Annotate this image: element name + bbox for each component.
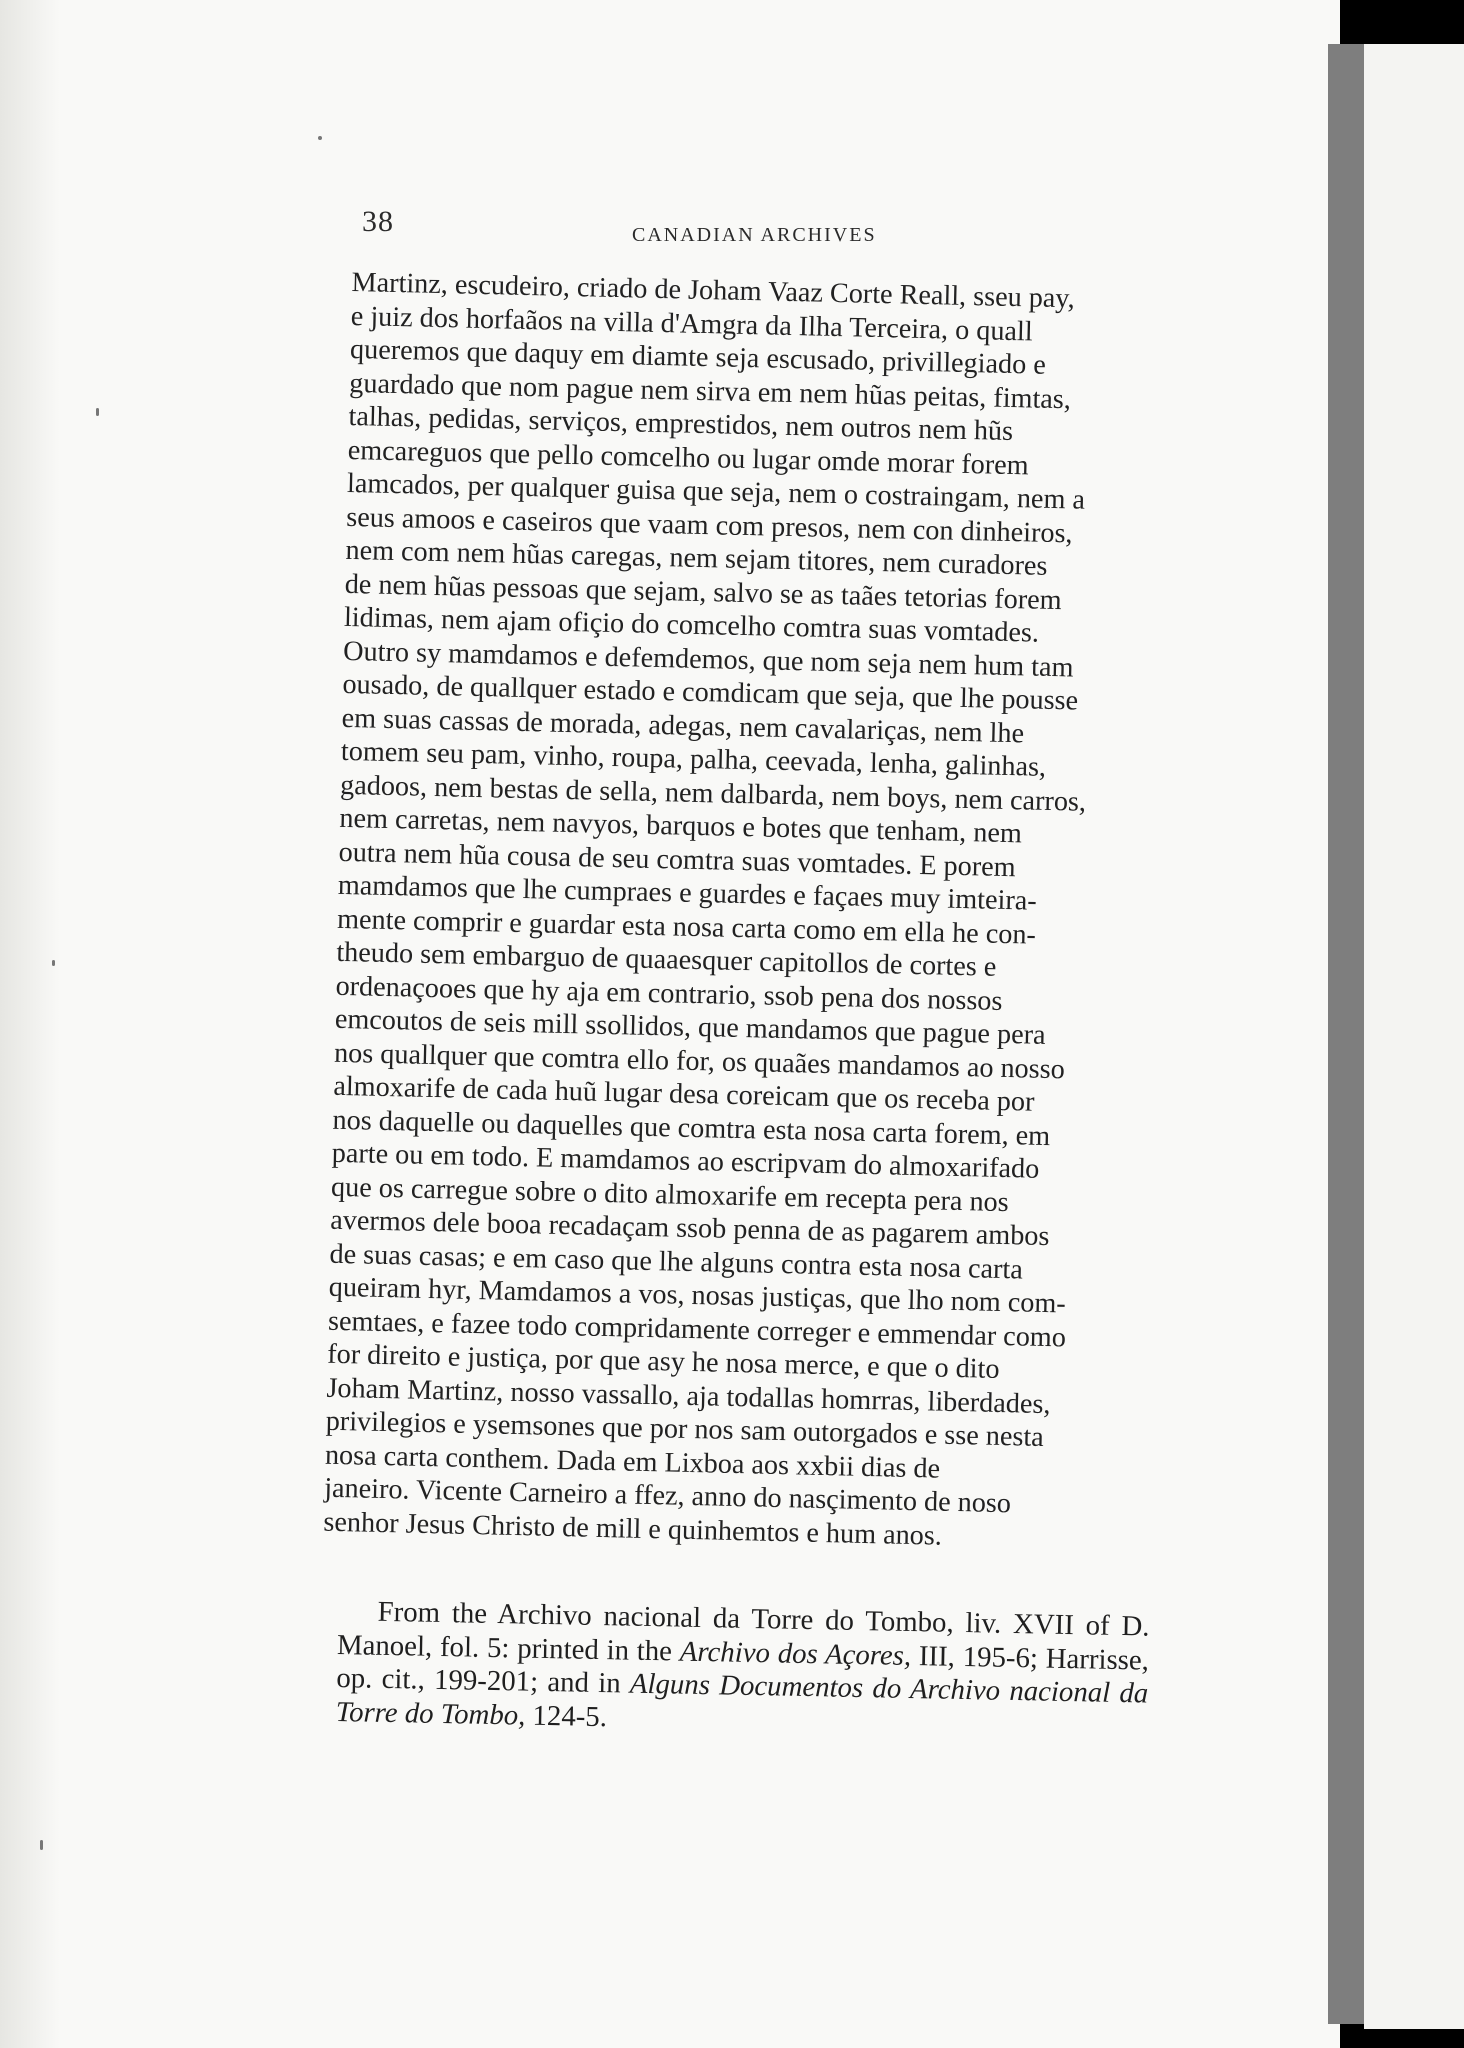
scan-speck (318, 136, 322, 140)
source-note (335, 1595, 1149, 1745)
running-title: CANADIAN ARCHIVES (632, 224, 877, 246)
scan-speck (96, 408, 99, 416)
scan-speck (52, 960, 55, 966)
document-body-text: Martinz, escudeiro, criado de Joham Vaaz Corte Reall, sseu pay, e juiz dos horfaãos na villa d'Amgra da Ilha Terceira, o quall queremos que daquy em diamte seja escusado, privillegiado e guardado que nom pague nem sirva em nem hũas peitas, fimtas, talhas, pedidas, serviços, emprestidos, nem outros nem hũs emcareguos que pello comcelho ou lugar omde morar forem lamcados, per qualquer guisa que seja, nem o costraingam, nem a seus amoos e caseiros que vaam com presos, nem con dinheiros, nem com nem hũas caregas, nem sejam titores, nem curadores de nem hũas pessoas que sejam, salvo se as taães tetorias forem lidimas, nem ajam ofiçio do comcelho comtra suas vomtades. Outro sy mamdamos e defemdemos, que nom seja nem hum tam ousado, de quallquer estado e comdicam que seja, que lhe pousse em suas cassas de morada, adegas, nem cavalariças, nem lhe tomem seu pam, vinho, roupa, palha, ceevada, lenha, galinhas, gadoos, nem bestas de sella, nem dalbarda, nem boys, nem carros, nem carretas, nem navyos, barquos e botes que tenham, nem outra nem hũa cousa de seu comtra suas vomtades. E porem mamdamos que lhe cumpraes e guardes e façaes muy imteira- mente comprir e guardar esta nosa carta como em ella he con- theudo sem embarguo de quaaesquer capitollos de cortes e ordenaçooes que hy aja em contrario, ssob pena dos nossos emcoutos de seis mill ssollidos, que mandamos que pague pera nos quallquer que comtra ello for, os quaães mandamos ao nosso almoxarife de cada huũ lugar desa coreicam que os receba por nos daquelle ou daquelles que comtra esta nosa carta forem, em parte ou em todo. E mamdamos ao escripvam do almoxarifado que os carregue sobre o dito almoxarife em recepta pera nos avermos dele booa recadaçam ssob penna de as pagarem ambos de suas casas; e em caso que lhe alguns contra esta nosa carta queiram hyr, Mamdamos a vos, nosas justiças, que lho nom com- semtaes, e fazee todo compridamente correger e emmendar como for direito e justiça, por que asy he nosa merce, e que o dito Joham Martinz, nosso vassallo, aja todallas homrras, liberdades, privilegios e ysemsones que por nos sam outorgados e sse nesta nosa carta conthem. Dada em Lixboa aos xxbii dias de janeiro. Vicente Carneiro a ffez, anno do nasçimento de noso senhor Jesus Christo de mill e quinhemtos e hum anos. (323, 266, 1087, 1552)
page-number: 38 (362, 205, 394, 238)
source-note-text: III, 195-6; Harrisse, op. cit., 199-201; and in (336, 1639, 1150, 1700)
scan-speck (40, 1840, 43, 1850)
source-note-text: From the Archivo nacional da Torre do Tombo, liv. XVII of D. Manoel, fol. 5: printed in the (336, 1595, 1150, 1667)
source-note-text: 124-5. (525, 1698, 608, 1733)
page-edge-shading (0, 0, 60, 2048)
source-note-title-archivo: Archivo dos Açores, (679, 1634, 912, 1672)
source-note-title-alguns-documentos: Alguns Documentos do Archivo nacional da Torre do Tombo, (335, 1667, 1149, 1731)
next-page-edge (1364, 44, 1464, 2029)
